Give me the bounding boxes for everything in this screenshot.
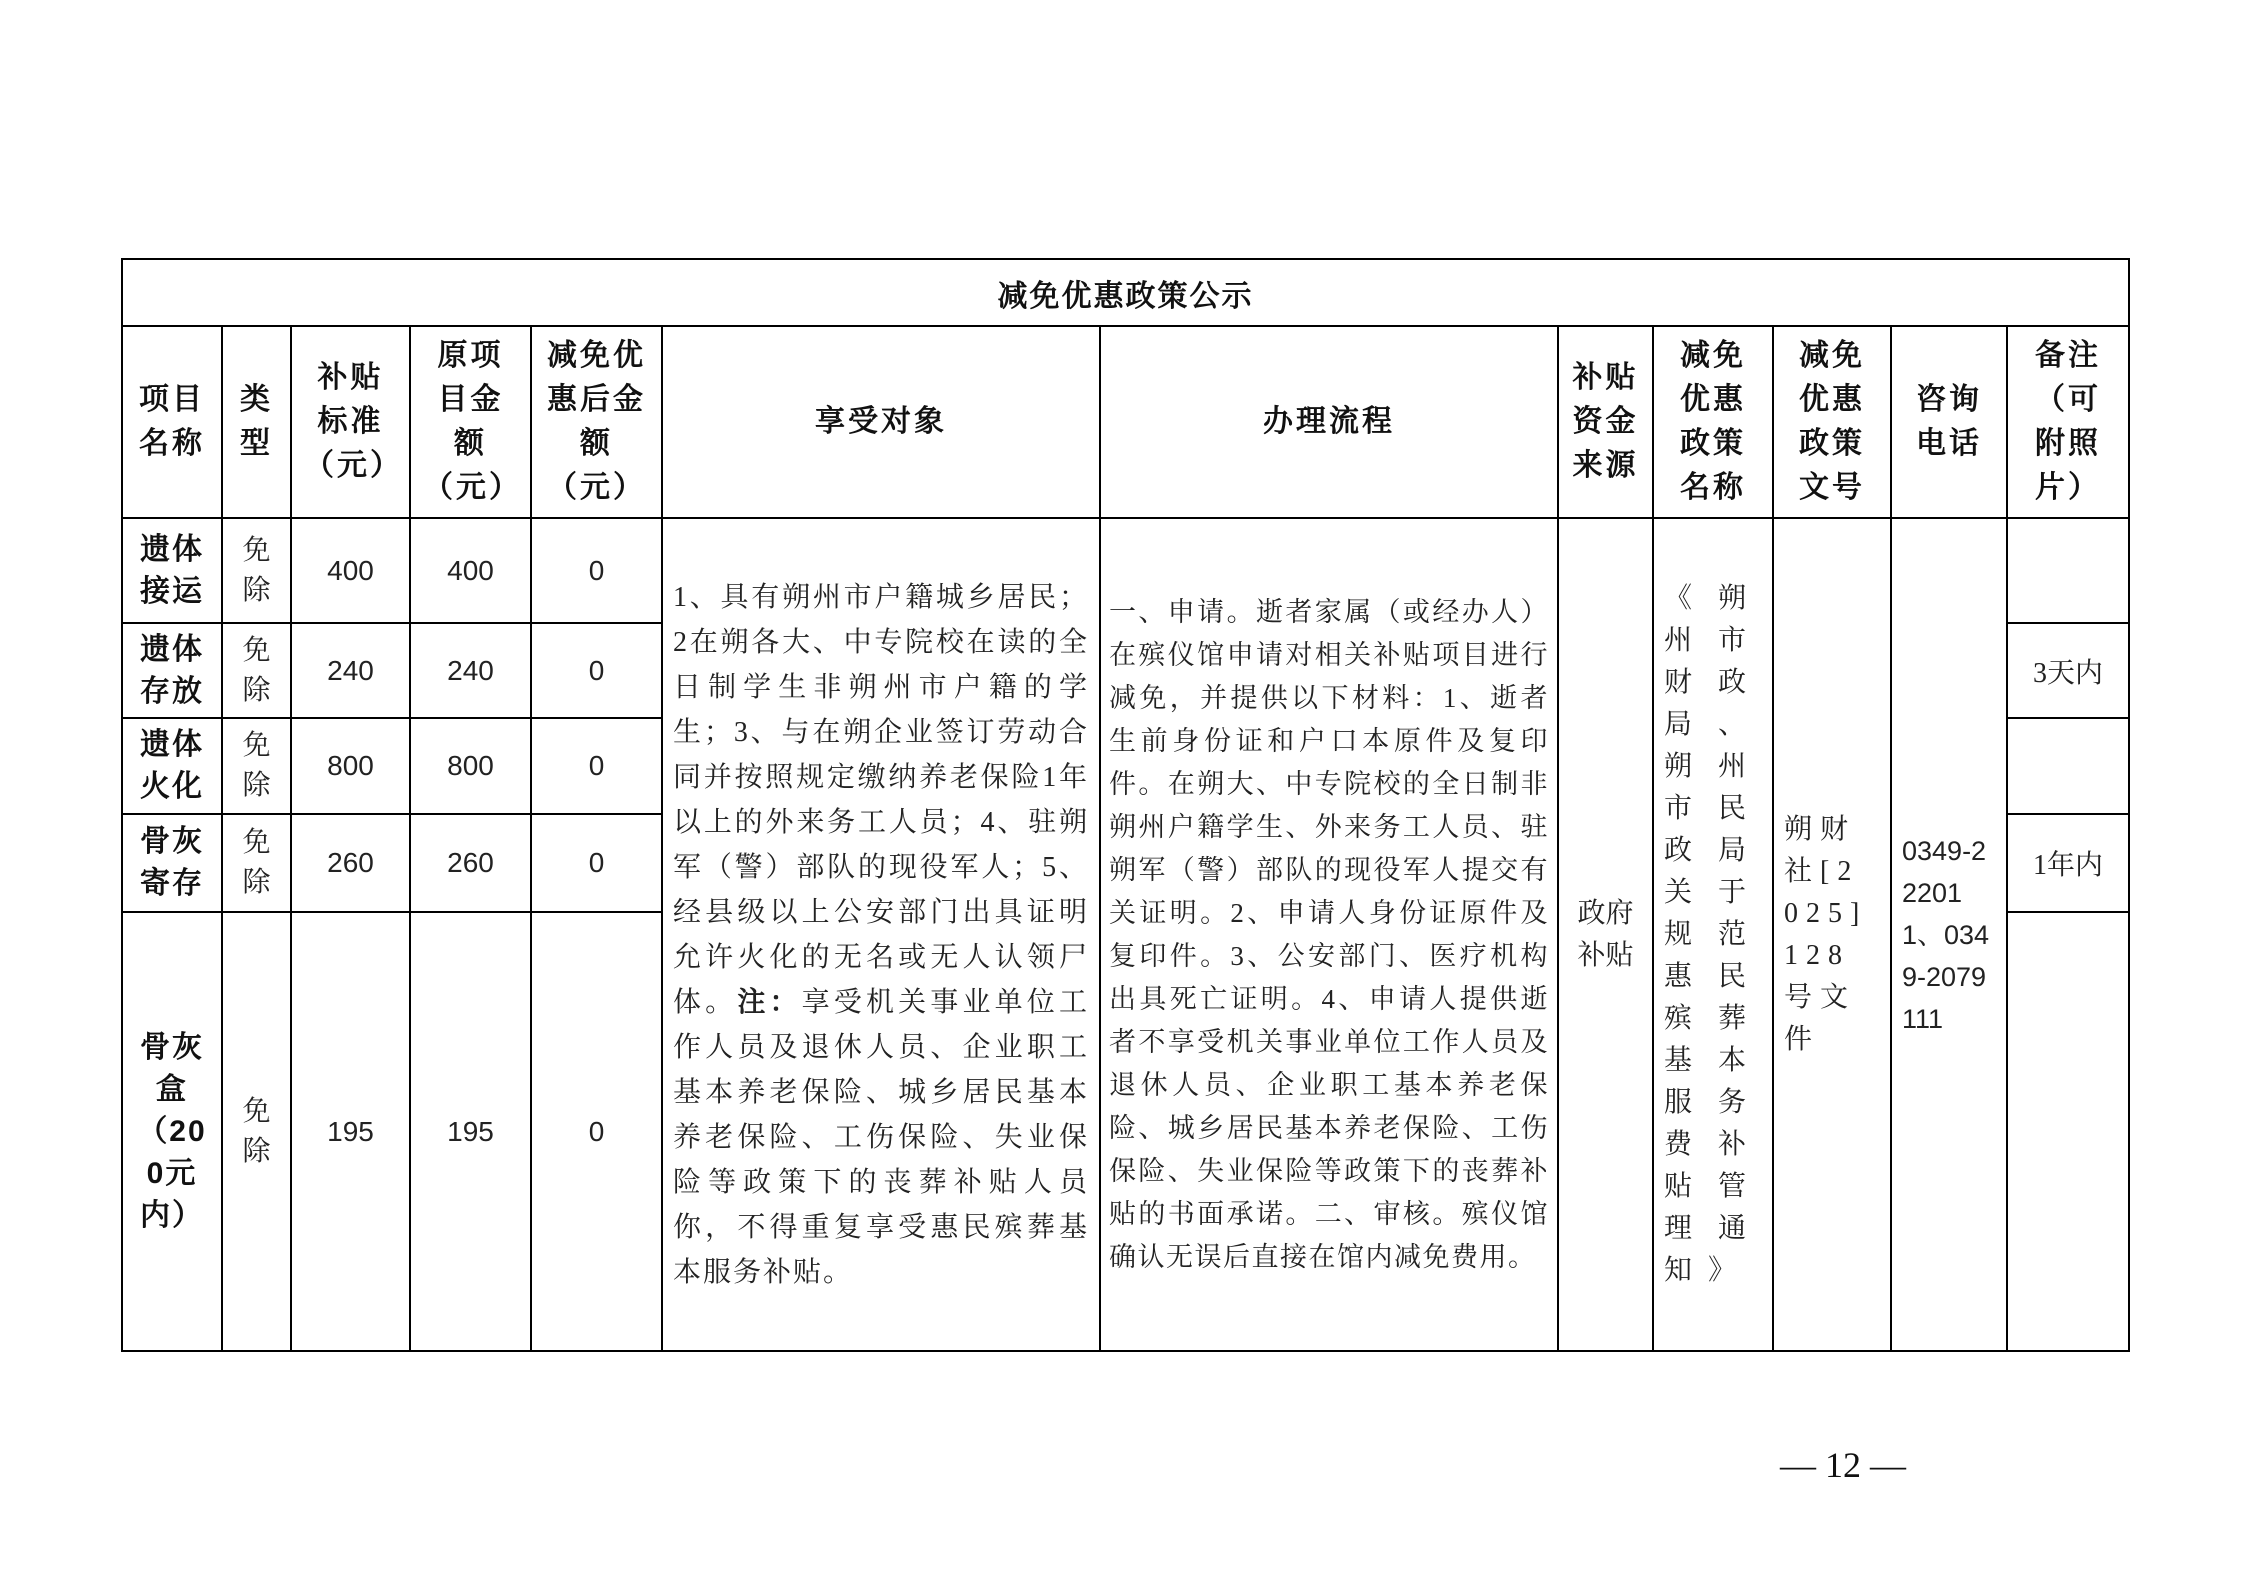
policy-doc-no-cell: 朔财社[2025]128号文件 <box>1773 518 1891 1351</box>
beneficiaries-note-label: 注： <box>737 986 802 1018</box>
amount-after-cell: 0 <box>531 518 662 623</box>
amount-after-cell: 0 <box>531 912 662 1351</box>
subsidy-standard-cell: 400 <box>291 518 410 623</box>
remark-cell <box>2007 912 2129 1351</box>
type-cell: 免除 <box>222 518 291 623</box>
header-row <box>122 326 2129 518</box>
subsidy-standard-cell: 800 <box>291 718 410 814</box>
type-cell: 免除 <box>222 814 291 912</box>
beneficiaries-cell <box>662 518 1100 1351</box>
header-amount-after: 减免优惠后金额（元） <box>531 326 662 518</box>
header-type: 类型 <box>222 326 291 518</box>
page-number: — 12 — <box>1780 1445 1906 1485</box>
policy-name-cell: 《朔州市财政局、朔州市民政局关于规范惠民殡葬基本服务费补贴管理通知》 <box>1653 518 1773 1351</box>
header-original-amount: 原项目金额（元） <box>410 326 531 518</box>
subsidy-standard-cell: 240 <box>291 623 410 718</box>
header-phone: 咨询电话 <box>1891 326 2007 518</box>
header-policy-doc-no: 减免优惠政策文号 <box>1773 326 1891 518</box>
header-policy-name: 减免优惠政策名称 <box>1653 326 1773 518</box>
beneficiaries-note-text: 享受机关事业单位工作人员及退休人员、企业职工基本养老保险、城乡居民基本养老保险、工伤保险、失业保险等政策下的丧葬补贴人员你，不得重复享受惠民殡葬基本服务补贴。 <box>673 986 1089 1288</box>
header-beneficiaries: 享受对象 <box>662 326 1100 518</box>
amount-after-cell: 0 <box>531 814 662 912</box>
header-subsidy-standard: 补贴标准（元） <box>291 326 410 518</box>
type-cell: 免除 <box>222 912 291 1351</box>
item-name-cell: 骨灰盒（200元内） <box>122 912 222 1351</box>
remark-cell: 1年内 <box>2007 814 2129 912</box>
table-title: 减免优惠政策公示 <box>122 259 2129 326</box>
original-amount-cell: 800 <box>410 718 531 814</box>
header-item-name: 项目名称 <box>122 326 222 518</box>
original-amount-cell: 240 <box>410 623 531 718</box>
item-name-cell: 骨灰寄存 <box>122 814 222 912</box>
remark-cell <box>2007 718 2129 814</box>
subsidy-standard-cell: 260 <box>291 814 410 912</box>
original-amount-cell: 260 <box>410 814 531 912</box>
amount-after-cell: 0 <box>531 623 662 718</box>
policy-table <box>121 258 2130 1352</box>
remark-cell <box>2007 518 2129 623</box>
header-procedure: 办理流程 <box>1100 326 1558 518</box>
table-row <box>122 518 2129 623</box>
remark-cell: 3天内 <box>2007 623 2129 718</box>
phone-cell: 0349-222011、0349-2079111 <box>1891 518 2007 1351</box>
header-remarks: 备注（可附照片） <box>2007 326 2129 518</box>
header-fund-source: 补贴资金来源 <box>1558 326 1653 518</box>
item-name-cell: 遗体火化 <box>122 718 222 814</box>
fund-source-cell: 政府补贴 <box>1558 518 1653 1351</box>
subsidy-standard-cell: 195 <box>291 912 410 1351</box>
beneficiaries-text: 1、具有朔州市户籍城乡居民；2在朔各大、中专院校在读的全日制学生非朔州市户籍的学生；3、与在朔企业签订劳动合同并按照规定缴纳养老保险1年以上的外来务工人员；4、驻朔军（警）部队的现役军人；5、经县级以上公安部门出具证明允许火化的无名或无人认领尸体。 <box>673 581 1089 1018</box>
original-amount-cell: 400 <box>410 518 531 623</box>
type-cell: 免除 <box>222 623 291 718</box>
title-row <box>122 259 2129 326</box>
procedure-cell: 一、申请。逝者家属（或经办人）在殡仪馆申请对相关补贴项目进行减免，并提供以下材料：1、逝者生前身份证和户口本原件及复印件。在朔大、中专院校的全日制非朔州户籍学生、外来务工人员、驻朔军（警）部队的现役军人提交有关证明。2、申请人身份证原件及复印件。3、公安部门、医疗机构出具死亡证明。4、申请人提供逝者不享受机关事业单位工作人员及退休人员、企业职工基本养老保险、城乡居民基本养老保险、工伤保险、失业保险等政策下的丧葬补贴的书面承诺。二、审核。殡仪馆确认无误后直接在馆内减免费用。 <box>1100 518 1558 1351</box>
amount-after-cell: 0 <box>531 718 662 814</box>
original-amount-cell: 195 <box>410 912 531 1351</box>
item-name-cell: 遗体存放 <box>122 623 222 718</box>
item-name-cell: 遗体接运 <box>122 518 222 623</box>
type-cell: 免除 <box>222 718 291 814</box>
